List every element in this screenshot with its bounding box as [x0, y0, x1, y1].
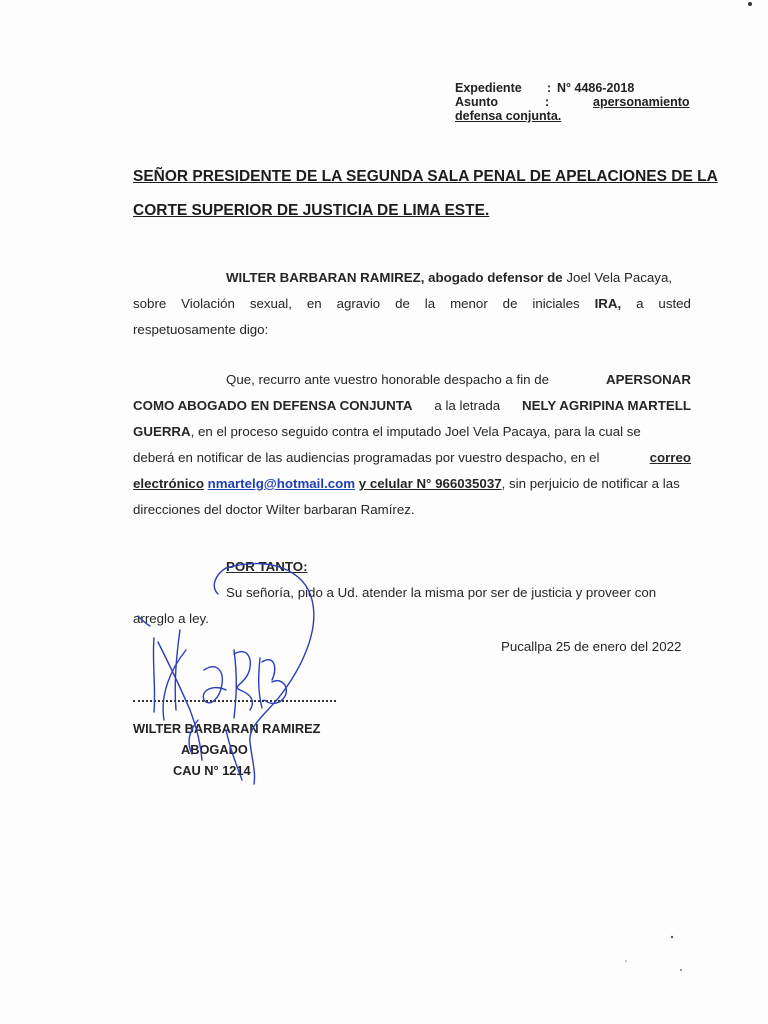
- intro-line-2: [133, 291, 691, 317]
- expediente-label: Expediente: [455, 81, 522, 95]
- signature-stroke: [189, 720, 198, 754]
- signature-stroke: [259, 658, 262, 708]
- word: sobre: [133, 296, 167, 311]
- expediente-colon: :: [547, 81, 552, 95]
- word: menor: [450, 296, 488, 311]
- word: de: [395, 296, 410, 311]
- body-line-1: [133, 367, 691, 393]
- case-header: [455, 81, 695, 123]
- lawyer-name: WILTER BARBARAN RAMIREZ,: [226, 270, 425, 285]
- expediente-row: [455, 81, 695, 95]
- body-bold: correo: [649, 450, 691, 465]
- scan-speck: [671, 936, 673, 938]
- body-line-6: direcciones del doctor Wilter barbaran Ramírez.: [133, 502, 415, 517]
- title-line-2: CORTE SUPERIOR DE JUSTICIA DE LIMA ESTE.: [133, 202, 490, 219]
- expediente-value: N° 4486-2018: [557, 81, 635, 95]
- asunto-row-continued: [455, 109, 695, 123]
- handwritten-signature: [130, 550, 360, 790]
- por-tanto-label: POR TANTO:: [226, 559, 308, 574]
- signature-stroke: [203, 667, 226, 703]
- signature-stroke: [262, 660, 275, 680]
- body-line-4: [133, 445, 691, 471]
- phone-number: y celular N° 966035037: [358, 476, 502, 491]
- attorney-surname: GUERRA: [133, 424, 191, 439]
- initials: IRA,: [594, 296, 622, 311]
- signature-stroke: [158, 642, 202, 760]
- body-text: , sin perjuicio de notificar a las: [501, 476, 680, 491]
- closing-line-1: Su señoría, pido a Ud. atender la misma por ser de justicia y proveer con: [226, 585, 657, 600]
- title-line-1: SEÑOR PRESIDENTE DE LA SEGUNDA SALA PENAL DE APELACIONES DE LA: [133, 168, 718, 185]
- body-text: Que, recurro ante vuestro honorable despacho a fin de: [226, 372, 550, 387]
- word: la: [424, 296, 436, 311]
- word: a: [636, 296, 644, 311]
- body-line-3: [133, 419, 691, 445]
- body-text: , en el proceso seguido contra el imputado Joel Vela Pacaya, para la cual se: [190, 424, 641, 439]
- word: sexual,: [249, 296, 292, 311]
- word: en: [306, 296, 322, 311]
- scan-speck: [748, 2, 752, 6]
- signature-stroke: [153, 638, 154, 712]
- closing-line-2: arreglo a ley.: [133, 611, 209, 626]
- signature-stroke: [226, 564, 314, 784]
- intro-line-1: [133, 265, 691, 291]
- body-bold: APERSONAR: [606, 372, 691, 387]
- scan-speck: [680, 969, 682, 971]
- body-text: a la letrada: [434, 398, 501, 413]
- scan-speck: [625, 960, 627, 962]
- asunto-row: [455, 95, 695, 109]
- email-link[interactable]: nmartelg@hotmail.com: [207, 476, 356, 491]
- signature-stroke: [175, 630, 180, 710]
- asunto-value: apersonamiento: [593, 95, 690, 109]
- body-line-2: [133, 393, 691, 419]
- signature-stroke: [214, 568, 226, 594]
- addressee-title: [133, 160, 718, 228]
- body-bold: electrónico: [133, 476, 204, 491]
- asunto-value-continued: defensa conjunta.: [455, 109, 562, 123]
- signature-stroke: [138, 616, 150, 626]
- body-text: deberá en notificar de las audiencias programadas por vuestro despacho, en el: [133, 450, 600, 465]
- signature-stroke: [234, 650, 236, 718]
- lawyer-role: abogado defensor de: [428, 270, 563, 285]
- word: Violación: [181, 296, 235, 311]
- attorney-name: NELY AGRIPINA MARTELL: [522, 398, 691, 413]
- body-paragraph: [133, 367, 691, 523]
- signer-name: WILTER BARBARAN RAMIREZ: [133, 721, 321, 736]
- signature-stroke: [226, 730, 242, 780]
- asunto-colon: :: [545, 95, 550, 109]
- word: iniciales: [532, 296, 580, 311]
- body-line-5: [133, 471, 691, 497]
- intro-line-3: respetuosamente digo:: [133, 322, 269, 337]
- asunto-label: Asunto: [455, 95, 499, 109]
- word: usted: [658, 296, 691, 311]
- signer-title: ABOGADO: [181, 742, 248, 757]
- body-bold: COMO ABOGADO EN DEFENSA CONJUNTA: [133, 398, 413, 413]
- intro-paragraph: [133, 265, 691, 343]
- date-line: Pucallpa 25 de enero del 2022: [501, 639, 682, 654]
- word: agravio: [336, 296, 381, 311]
- signer-cau: CAU N° 1214: [173, 763, 251, 778]
- client-name: Joel Vela Pacaya,: [566, 270, 673, 285]
- word: de: [502, 296, 518, 311]
